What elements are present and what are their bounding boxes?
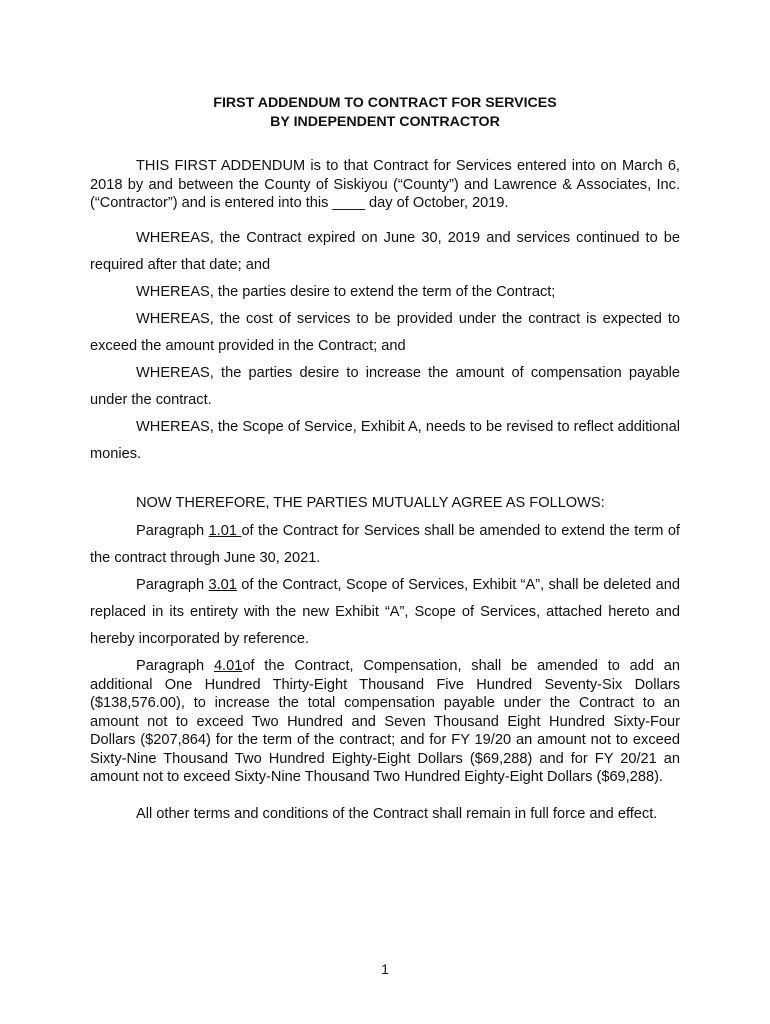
paragraph-prefix: Paragraph [136,658,214,674]
closing-paragraph: All other terms and conditions of the Contract shall remain in full force and effect. [136,806,658,822]
paragraph-prefix: Paragraph [136,523,209,539]
paragraph-text: of the Contract, Compensation, shall be amended to add an additional One Hundred Thirty-Eight Thousand Five Hundred Seventy-Six Dollars ($138,576.00), to increase the total compensation payable under the Contract to an amount not to exceed Two Hundred and Seven Thousand Eight Hundred Sixty-Four Dollars ($207,864) for the term of the contract; and for FY 19/20 an amount not to exceed Sixty-Nine Thousand Two Hundred Eighty-Eight Dollars ($69,288) and for FY 20/21 an amount not to exceed Sixty-Nine Thousand Two Hundred Eighty-Eight Dollars ($69,288). [90,658,680,785]
whereas-clause-4: WHEREAS, the parties desire to increase the amount of compensation payable under the contract. [90,365,680,408]
section-ref-3-01: 3.01 [208,577,237,593]
section-ref-4-01: 4.01 [213,658,243,674]
document-title-line2: BY INDEPENDENT CONTRACTOR [270,114,500,130]
paragraph-text: of the Contract for Services shall be amended to extend the term of the contract through June 30, 2021. [90,523,680,566]
now-therefore-heading: NOW THEREFORE, THE PARTIES MUTUALLY AGREE AS FOLLOWS: [136,495,605,511]
whereas-clause-1: WHEREAS, the Contract expired on June 30, 2019 and services continued to be required after that date; and [90,230,680,273]
section-ref-1-01: 1.01 [208,523,242,539]
page-number: 1 [381,961,389,977]
whereas-clause-3: WHEREAS, the cost of services to be provided under the contract is expected to exceed the amount provided in the Contract; and [90,311,680,354]
paragraph-prefix: Paragraph [136,577,209,593]
paragraph-amendment-3-01 [90,572,680,653]
whereas-clause-5: WHEREAS, the Scope of Service, Exhibit A, needs to be revised to reflect additional monies. [90,419,680,462]
intro-paragraph: THIS FIRST ADDENDUM is to that Contract for Services entered into on March 6, 2018 by and between the County of Siskiyou (“County”) and Lawrence & Associates, Inc. (“Contractor”) and is entered into this ____ day of October, 2019. [90,158,680,211]
document-title-line1: FIRST ADDENDUM TO CONTRACT FOR SERVICES [213,95,557,111]
paragraph-text: of the Contract, Scope of Services, Exhibit “A”, shall be deleted and replaced in its entirety with the new Exhibit “A”, Scope of Services, attached hereto and hereby incorporated by reference. [90,577,680,647]
whereas-clause-2: WHEREAS, the parties desire to extend the term of the Contract; [136,284,556,300]
paragraph-amendment-4-01 [90,657,680,787]
paragraph-amendment-1-01 [90,518,680,572]
